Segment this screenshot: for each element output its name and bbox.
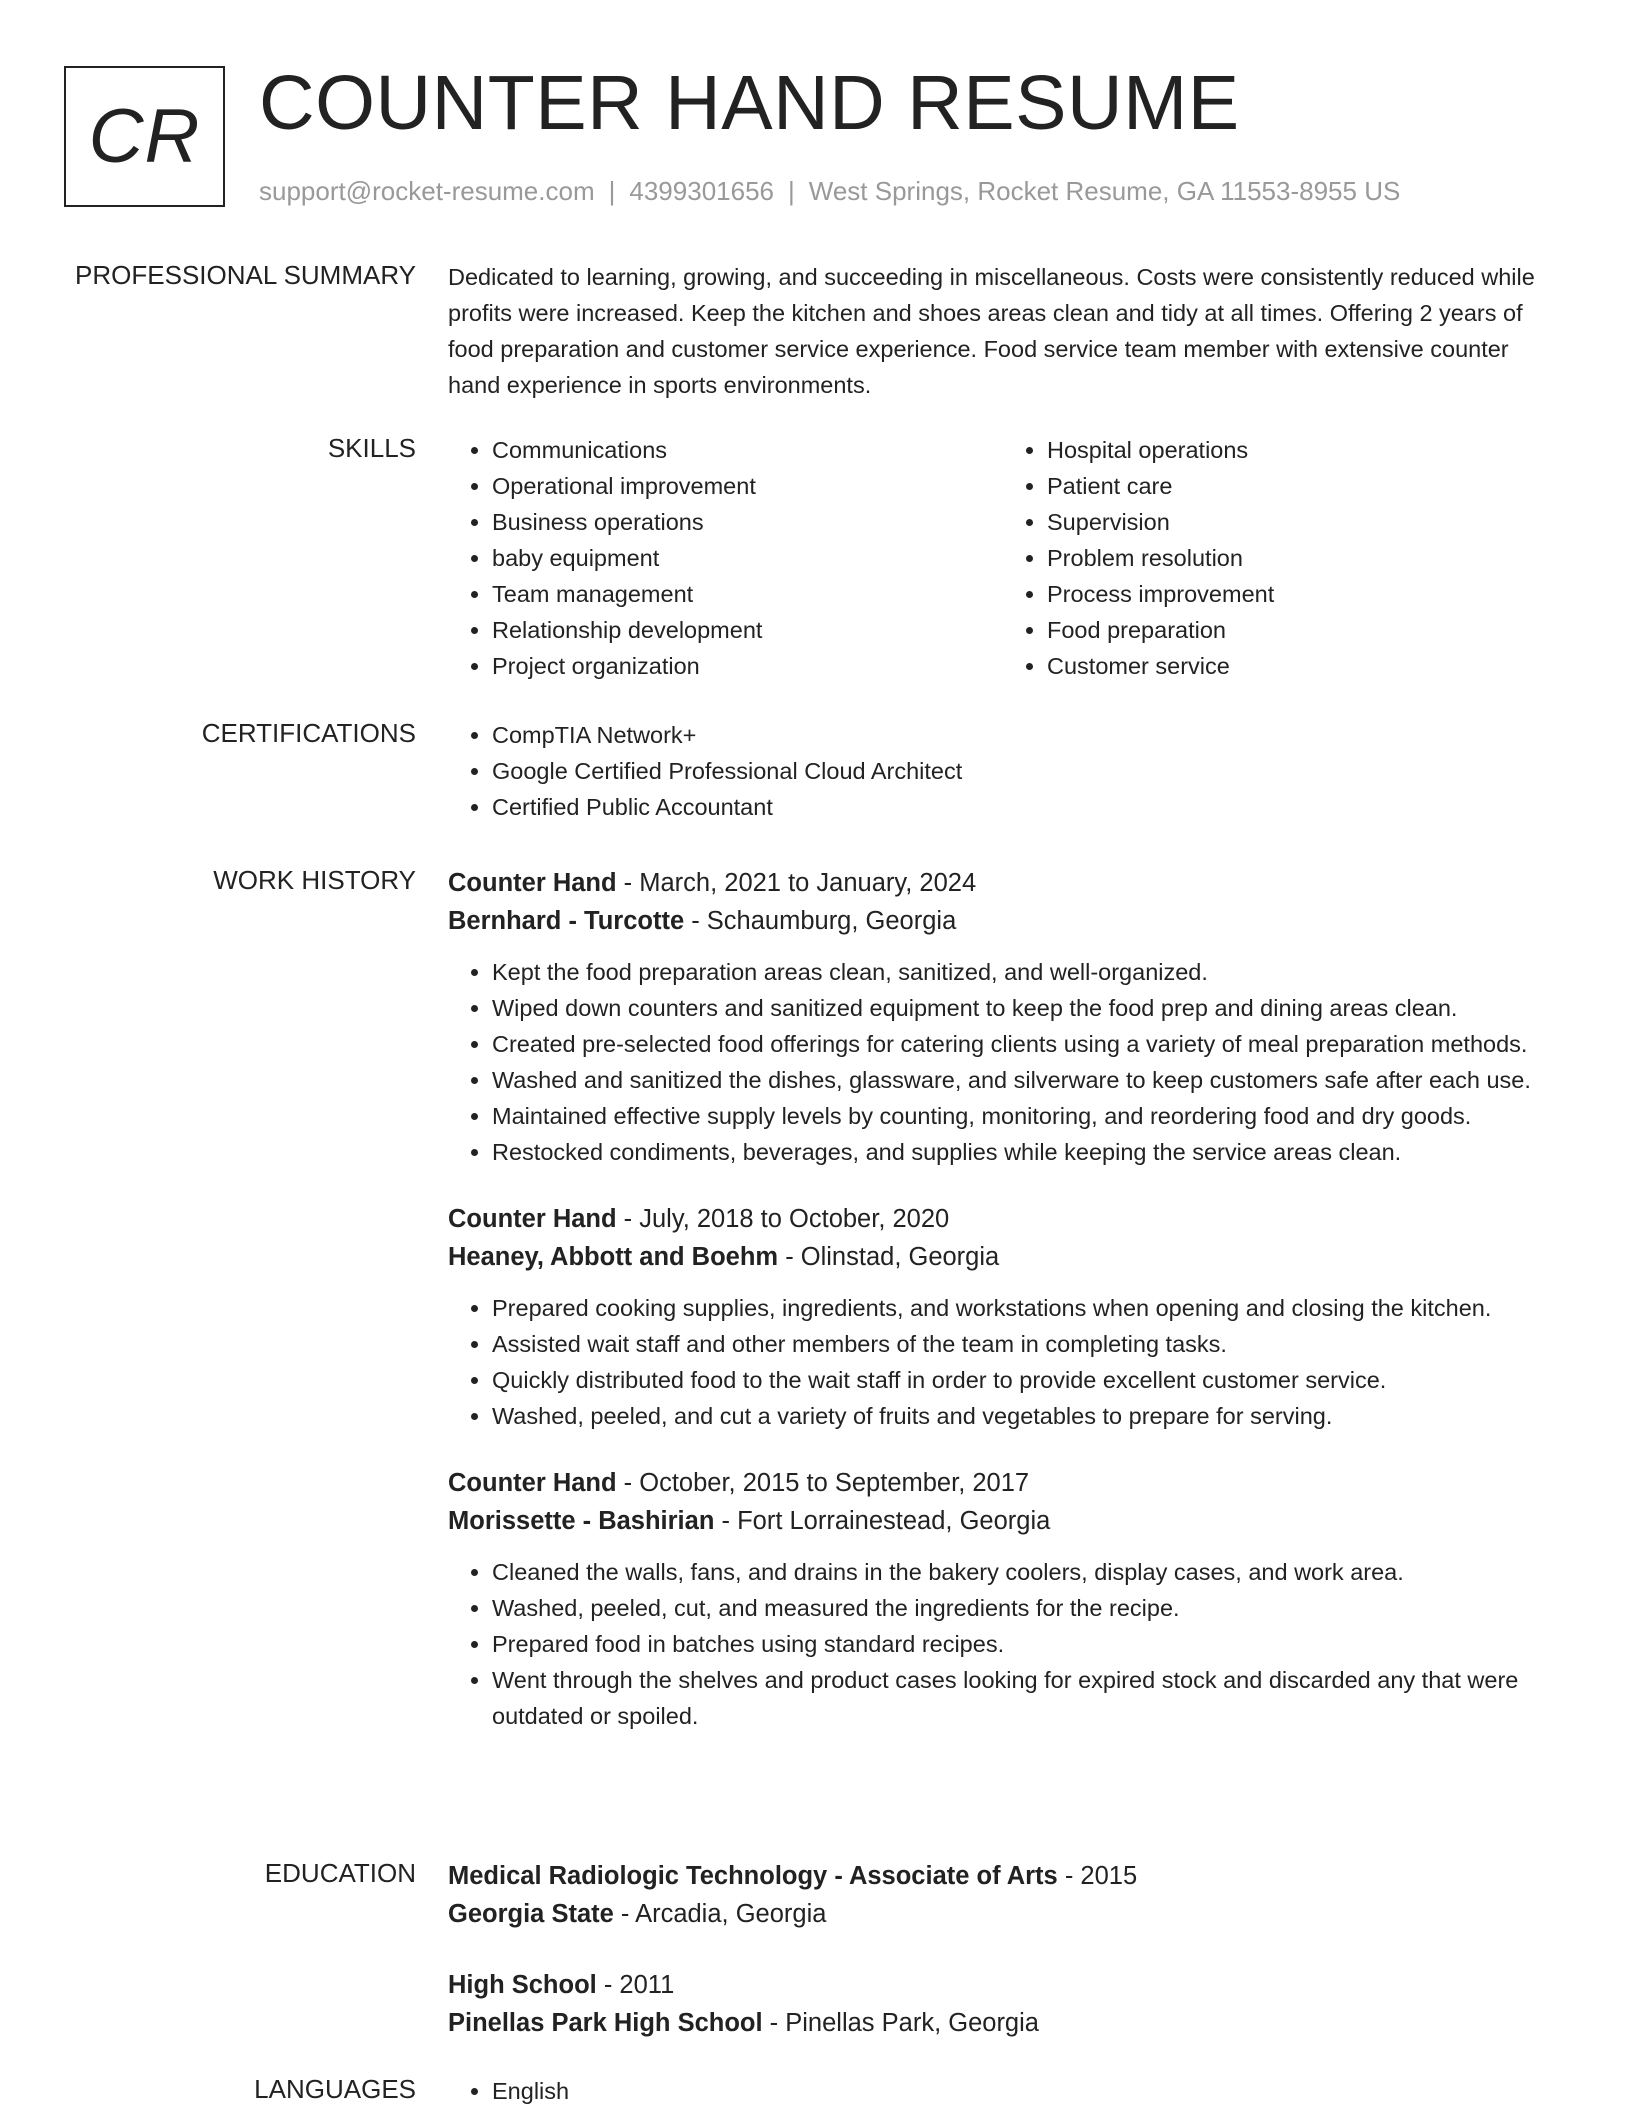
list-item: • Hospital operations <box>1047 432 1558 468</box>
list-item: • Washed and sanitized the dishes, glassware, and silverware to keep customers safe after each use. <box>492 1062 1558 1098</box>
contact-line <box>259 176 1400 206</box>
list-item: • Project organization <box>492 648 1003 684</box>
certifications-list <box>448 717 1558 825</box>
skills-label: SKILLS <box>327 433 416 463</box>
job-title-line <box>448 1200 1558 1238</box>
list-item: • CompTIA Network+ <box>492 717 1558 753</box>
education-school-line <box>448 2004 1558 2042</box>
job-duties <box>448 1554 1558 1734</box>
job-location: - Fort Lorrainestead, Georgia <box>714 1507 1051 1535</box>
job-title: Counter Hand <box>448 1469 617 1497</box>
job-dates: - July, 2018 to October, 2020 <box>616 1205 950 1233</box>
job-duties <box>448 954 1558 1170</box>
job-title: Counter Hand <box>448 1205 617 1233</box>
contact-address: West Springs, Rocket Resume, GA 11553-8955 US <box>808 176 1401 206</box>
job-entry <box>448 1464 1558 1734</box>
job-company: Bernhard - Turcotte <box>448 907 685 935</box>
education-degree-line <box>448 1857 1558 1895</box>
list-item: • Maintained effective supply levels by counting, monitoring, and reordering food and dry goods. <box>492 1098 1558 1134</box>
education-degree: Medical Radiologic Technology - Associate of Arts <box>448 1862 1058 1890</box>
list-item: • Customer service <box>1047 648 1558 684</box>
job-title-line <box>448 864 1558 902</box>
skills-list-left <box>448 432 1003 684</box>
job-dates: - March, 2021 to January, 2024 <box>616 869 977 897</box>
job-location: - Olinstad, Georgia <box>778 1243 1000 1271</box>
list-item: • Went through the shelves and product cases looking for expired stock and discarded any that were outdated or spoiled. <box>492 1662 1558 1734</box>
list-item: • Business operations <box>492 504 1003 540</box>
list-item: • Operational improvement <box>492 468 1003 504</box>
education-year: - 2011 <box>596 1971 675 1999</box>
monogram-initials: CR <box>88 94 201 179</box>
contact-email[interactable]: support@rocket-resume.com <box>259 176 595 206</box>
list-item: • Google Certified Professional Cloud Architect <box>492 753 1558 789</box>
job-company: Morissette - Bashirian <box>448 1507 715 1535</box>
list-item: • Patient care <box>1047 468 1558 504</box>
list-item: • baby equipment <box>492 540 1003 576</box>
languages-label: LANGUAGES <box>254 2074 416 2104</box>
education-school: Georgia State <box>448 1900 614 1928</box>
job-company-line <box>448 1238 1558 1276</box>
education-entry <box>448 1857 1558 1933</box>
education-degree: High School <box>448 1971 597 1999</box>
education-year: - 2015 <box>1057 1862 1138 1890</box>
contact-phone[interactable]: 4399301656 <box>629 176 774 206</box>
education-school-line <box>448 1895 1558 1933</box>
resume-title: COUNTER HAND RESUME <box>259 60 1240 146</box>
list-item: • Cleaned the walls, fans, and drains in the bakery coolers, display cases, and work area. <box>492 1554 1558 1590</box>
job-company-line <box>448 1502 1558 1540</box>
skills-columns <box>448 432 1558 684</box>
list-item: • Washed, peeled, cut, and measured the ingredients for the recipe. <box>492 1590 1558 1626</box>
list-item: • Relationship development <box>492 612 1003 648</box>
list-item: • Food preparation <box>1047 612 1558 648</box>
education-entry <box>448 1966 1558 2042</box>
summary-text: Dedicated to learning, growing, and succeeding in miscellaneous. Costs were consistently reduced while profits were increased. Keep the kitchen and shoes areas clean and tidy at all times. Offering 2 years of food preparation and customer service experience. Food service team member with extensive counter hand experience in sports environments. <box>448 264 1535 398</box>
job-company-line <box>448 902 1558 940</box>
job-entry <box>448 864 1558 1170</box>
list-item: • Quickly distributed food to the wait staff in order to provide excellent customer service. <box>492 1362 1558 1398</box>
list-item: • Prepared food in batches using standard recipes. <box>492 1626 1558 1662</box>
monogram-badge <box>64 66 225 207</box>
list-item: • Certified Public Accountant <box>492 789 1558 825</box>
job-title: Counter Hand <box>448 869 617 897</box>
job-company: Heaney, Abbott and Boehm <box>448 1243 779 1271</box>
list-item: • Process improvement <box>1047 576 1558 612</box>
list-item: • Kept the food preparation areas clean, sanitized, and well-organized. <box>492 954 1558 990</box>
list-item: • Supervision <box>1047 504 1558 540</box>
list-item: • Communications <box>492 432 1003 468</box>
education-location: - Pinellas Park, Georgia <box>762 2009 1039 2037</box>
skills-list-right <box>1003 432 1558 684</box>
contact-separator: | <box>788 176 795 206</box>
list-item: • Team management <box>492 576 1003 612</box>
work-history-label: WORK HISTORY <box>213 865 416 895</box>
education-label: EDUCATION <box>264 1858 416 1888</box>
list-item: • English <box>492 2073 1558 2109</box>
education-school: Pinellas Park High School <box>448 2009 763 2037</box>
summary-label: PROFESSIONAL SUMMARY <box>75 260 416 290</box>
job-location: - Schaumburg, Georgia <box>684 907 957 935</box>
job-entry <box>448 1200 1558 1434</box>
list-item: • Restocked condiments, beverages, and supplies while keeping the service areas clean. <box>492 1134 1558 1170</box>
list-item: • Washed, peeled, and cut a variety of fruits and vegetables to prepare for serving. <box>492 1398 1558 1434</box>
job-duties <box>448 1290 1558 1434</box>
education-location: - Arcadia, Georgia <box>613 1900 827 1928</box>
job-dates: - October, 2015 to September, 2017 <box>616 1469 1030 1497</box>
list-item: • Created pre-selected food offerings for catering clients using a variety of meal preparation methods. <box>492 1026 1558 1062</box>
list-item: • Prepared cooking supplies, ingredients, and workstations when opening and closing the kitchen. <box>492 1290 1558 1326</box>
education-degree-line <box>448 1966 1558 2004</box>
certifications-label: CERTIFICATIONS <box>201 718 416 748</box>
list-item: • Assisted wait staff and other members of the team in completing tasks. <box>492 1326 1558 1362</box>
languages-list <box>448 2073 1558 2109</box>
job-title-line <box>448 1464 1558 1502</box>
list-item: • Wiped down counters and sanitized equipment to keep the food prep and dining areas clean. <box>492 990 1558 1026</box>
list-item: • Problem resolution <box>1047 540 1558 576</box>
contact-separator: | <box>608 176 616 206</box>
